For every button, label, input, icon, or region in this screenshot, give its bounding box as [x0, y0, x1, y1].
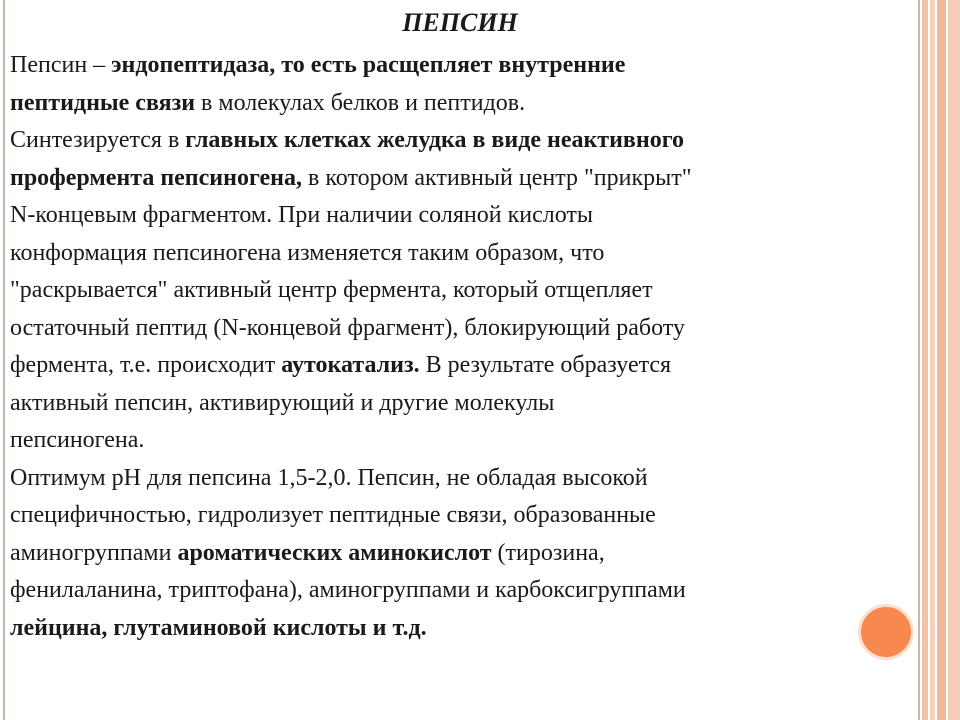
bold-text-segment: аутокатализ.	[281, 352, 420, 378]
text-segment: N-концевым фрагментом. При наличии соляной кислоты	[10, 202, 593, 228]
text-segment: конформация пепсиногена изменяется таким образом, что	[10, 239, 605, 266]
bold-text-segment: главных клетках желудка в виде неактивного	[185, 127, 685, 153]
decorative-stripes	[922, 0, 960, 720]
stripe	[922, 0, 928, 720]
text-segment: Пепсин –	[10, 52, 112, 78]
text-line	[10, 272, 918, 310]
right-frame-line	[918, 0, 920, 720]
stripe	[937, 0, 946, 720]
slide-body-text	[10, 47, 918, 647]
text-line	[10, 572, 918, 610]
text-segment: В результате образуется	[419, 352, 672, 378]
text-line	[10, 422, 918, 460]
bold-text-segment: эндопептидаза, то есть расщепляет внутренние	[111, 52, 626, 78]
text-segment: активный пепсин, активирующий и другие молекулы	[10, 389, 555, 416]
text-segment: Синтезируется в	[10, 127, 186, 153]
text-segment: фермента, т.е. происходит	[10, 352, 282, 378]
slide-title: ПЕПСИН	[402, 8, 518, 37]
left-frame-line	[3, 0, 5, 720]
text-segment: Оптимум pH для пепсина 1,5-2,0. Пепсин, не обладая высокой	[10, 464, 648, 491]
bold-text-segment: профермента пепсиногена,	[10, 164, 303, 191]
text-line	[10, 310, 918, 348]
text-line	[10, 47, 918, 85]
text-segment: аминогруппами	[10, 539, 178, 566]
stripe	[930, 0, 935, 720]
bold-text-segment: пептидные связи	[10, 89, 196, 116]
text-line	[10, 347, 918, 385]
text-line	[10, 460, 918, 498]
text-segment: пепсиногена.	[10, 427, 145, 453]
text-line	[10, 535, 918, 573]
text-segment: фенилаланина, триптофана), аминогруппами и карбоксигруппами	[10, 577, 686, 603]
text-segment: в котором активный центр "прикрыт"	[302, 164, 692, 191]
text-segment: (тирозина,	[491, 539, 605, 566]
text-segment: "раскрывается" активный центр фермента, который отщепляет	[10, 277, 653, 303]
text-segment: остаточный пептид (N-концевой фрагмент), блокирующий работу	[10, 314, 685, 341]
text-segment: специфичностью, гидролизует пептидные связи, образованные	[10, 502, 656, 528]
text-line	[10, 385, 918, 423]
text-line	[10, 122, 918, 160]
text-segment: в молекулах белков и пептидов.	[195, 89, 526, 116]
text-line	[10, 160, 918, 198]
text-line	[10, 497, 918, 535]
text-line	[10, 610, 918, 648]
decorative-orange-circle	[858, 604, 914, 660]
stripe	[948, 0, 960, 720]
text-line	[10, 235, 918, 273]
text-line	[10, 197, 918, 235]
bold-text-segment: ароматических аминокислот	[177, 539, 492, 566]
text-line	[10, 85, 918, 123]
bold-text-segment: лейцина, глутаминовой кислоты и т.д.	[10, 614, 427, 641]
